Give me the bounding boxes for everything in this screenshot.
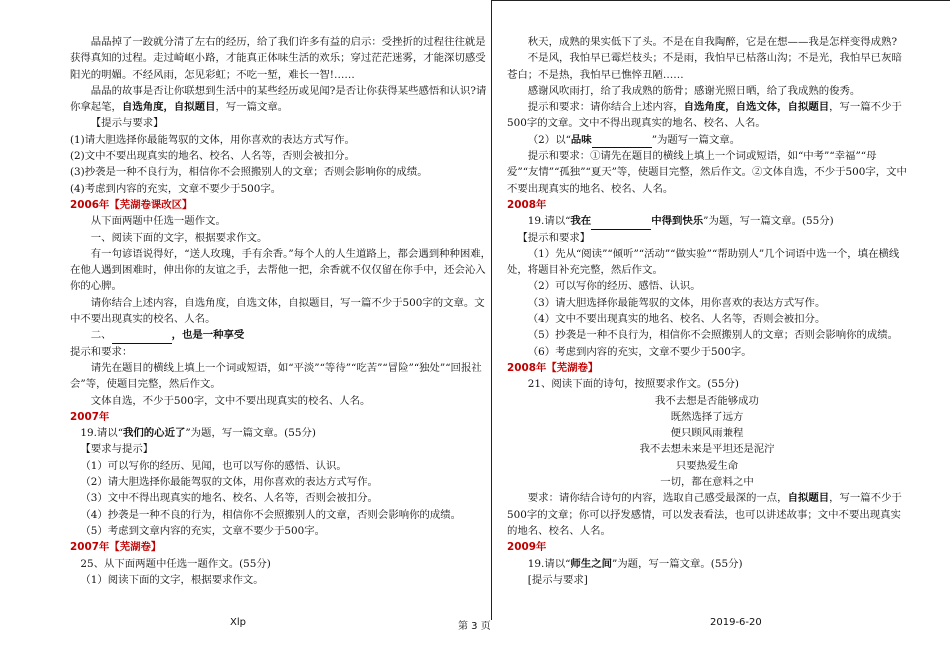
question-title: 21、阅读下面的诗句，按照要求作文。(55分) (527, 378, 739, 391)
paragraph: 请先在题目的横线上填上一个词或短语，如“平淡”“等待”“吃苦”“冒险”“独处”“回报社会”等，使题目完整，然后作文。 (70, 361, 482, 391)
fill-blank (592, 136, 652, 148)
poem-line: 一切，都在意料之中 (660, 476, 754, 489)
hint-item: （5）考虑到文章内容的充实，文章不要少于500字。 (80, 524, 326, 537)
question-title: 25、从下面两题中任选一题作文。(55分) (80, 557, 271, 570)
hint-item: (2)文中不要出现真实的地名、校名、人名等，否则会被扣分。 (70, 150, 355, 163)
hint-item: （1）先从“阅读”“倾听”“活动”“做实验”“帮助别人”几个词语中选一个，填在横线处，将题目补充完整，然后作文。 (507, 247, 900, 277)
question-title: （2）以“品味 ”为题写一篇文章。 (507, 132, 907, 148)
hint-title: [提示与要求] (527, 573, 588, 586)
left-column (70, 34, 492, 604)
footer-author: Xlp (230, 617, 246, 628)
hint-item: （4）文中不要出现真实的地名、校名、人名等，否则会被扣分。 (527, 313, 826, 326)
fill-blank (591, 218, 651, 230)
footer-page-number: 第 3 页 (458, 621, 491, 632)
hint-item: （1）可以写你的经历、见闻，也可以写你的感悟、认识。 (80, 459, 347, 472)
hint-item: （3）文中不得出现真实的地名、校名、人名等，否则会被扣分。 (80, 492, 378, 505)
right-column (507, 34, 907, 604)
paragraph: 提示和要求： (70, 345, 133, 358)
hint-item: （2）可以写你的经历、感悟、认识。 (527, 280, 701, 293)
paragraph: 从下面两题中任选一题作文。 (90, 215, 226, 228)
poem-line: 我不去想是否能够成功 (655, 394, 759, 407)
paragraph: 有一句谚语说得好，“送人玫瑰，手有余香。”每个人的人生道路上，都会遇到种种困难，在他人遇到困难时，伸出你的友谊之手，去帮他一把，余香就不仅仅留在你手中，还会沁入你的心脾。 (70, 247, 492, 293)
paragraph: 秋天，成熟的果实低下了头。不是在自我陶醉，它是在想——我是怎样变得成熟? (527, 36, 898, 48)
paragraph: 晶晶的故事是否让你联想到生活中的某些经历或见闻?是否让你获得某些感悟和认识?请你拿起笔，自选角度，自拟题目，写一篇文章。 (70, 84, 487, 114)
question-title: 19.请以“我在 中得到快乐”为题，写一篇文章。(55分) (507, 213, 907, 229)
hint-title: 【提示和要求】 (517, 231, 591, 244)
hint-item: (4)考虑到内容的充实，文章不要少于500字。 (70, 182, 282, 195)
poem-line: 便只顾风雨兼程 (670, 427, 744, 440)
paragraph: 一、阅读下面的文字，根据要求作文。 (90, 231, 268, 244)
section-heading-2008-wuhu: 2008年【芜湖卷】 (507, 361, 599, 374)
section-heading-2009: 2009年 (507, 541, 547, 554)
paragraph: 要求：请你结合诗句的内容，选取自己感受最深的一点，自拟题目，写一篇不少于500字的文章；你可以抒发感情，可以发表看法，也可以讲述故事；文中不要出现真实的地名、校名、人名。 (507, 492, 902, 537)
poem-line: 我不去想未来是平坦还是泥泞 (639, 443, 775, 456)
hint-item: （3）请大胆选择你最能驾驭的文体，用你喜欢的表达方式写作。 (527, 296, 826, 309)
fill-blank (112, 332, 172, 344)
paragraph: 晶晶掉了一跤就分清了左右的经历，给了我们许多有益的启示：受挫折的过程往往就是获得真知的过程。走过崎岖小路，才能真正体味生活的欢乐；穿过茫茫迷雾，才能深切感受阳光的明媚。不经风雨，怎见彩虹；不吃一堑，难长一智!…… (70, 36, 486, 81)
paragraph: 请你结合上述内容，自选角度，自选文体，自拟题目，写一篇不少于500字的文章。文中不要出现真实的校名、人名。 (70, 296, 485, 326)
paragraph: 提示和要求：请你结合上述内容，自选角度，自选文体，自拟题目，写一篇不少于500字的文章。文中不得出现真实的地名、校名、人名。 (507, 101, 902, 130)
question-title: 二、 ，也是一种享受 (70, 327, 492, 343)
paragraph: 文体自选，不少于500字，文中不要出现真实的校名、人名。 (90, 394, 371, 407)
hint-title: 【要求与提示】 (80, 443, 154, 456)
hint-item: （5）抄袭是一种不良行为，相信你不会照搬别人的文章；否则会影响你的成绩。 (527, 329, 899, 342)
paragraph: 感谢风吹雨打，给了我成熟的筋骨；感谢光照日晒，给了我成熟的俊秀。 (527, 84, 861, 97)
header-rule (491, 0, 950, 1)
hint-title: 【提示与要求】 (90, 117, 164, 130)
poem-line: 既然选择了远方 (670, 410, 744, 423)
section-heading-2006: 2006年【芜湖卷课改区】 (70, 198, 193, 211)
hint-item: （2）请大胆选择你最能驾驭的文体，用你喜欢的表达方式写作。 (80, 476, 378, 489)
question-title: 19.请以“我们的心近了”为题，写一篇文章。(55分) (80, 427, 316, 440)
hint-item: (3)抄袭是一种不良行为，相信你不会照搬别人的文章；否则会影响你的成绩。 (70, 166, 428, 179)
paragraph: （1）阅读下面的文字，根据要求作文。 (80, 573, 264, 586)
poem-line: 只要热爱生命 (675, 459, 739, 472)
question-title: 19.请以“师生之间”为题，写一篇文章。(55分) (527, 557, 743, 570)
paragraph: 提示和要求：①请先在题目的横线上填上一个词或短语，如“中考”“幸福”“母爱”“友情”“孤独”“夏天”等，使题目完整，然后作文。②文体自选，不少于500字，文中不要出现真实的地名、校名、人名。 (507, 150, 907, 195)
section-heading-2007-wuhu: 2007年【芜湖卷】 (70, 541, 162, 554)
footer-date: 2019-6-20 (710, 617, 762, 628)
hint-item: （6）考虑到内容的充实，文章不要少于500字。 (527, 345, 752, 358)
paragraph: 不是风，我怕早已霉烂枝头；不是雨，我怕早已枯落山沟；不是光，我怕早已灰暗苍白；不是热，我怕早已憔悴丑陋…… (507, 52, 902, 81)
hint-item: （4）抄袭是一种不良的行为，相信你不会照搬别人的文章，否则会影响你的成绩。 (80, 508, 462, 521)
section-heading-2007: 2007年 (70, 410, 110, 423)
section-heading-2008: 2008年 (507, 198, 547, 211)
hint-item: (1)请大胆选择你最能驾驭的文体，用你喜欢的表达方式写作。 (70, 133, 355, 146)
